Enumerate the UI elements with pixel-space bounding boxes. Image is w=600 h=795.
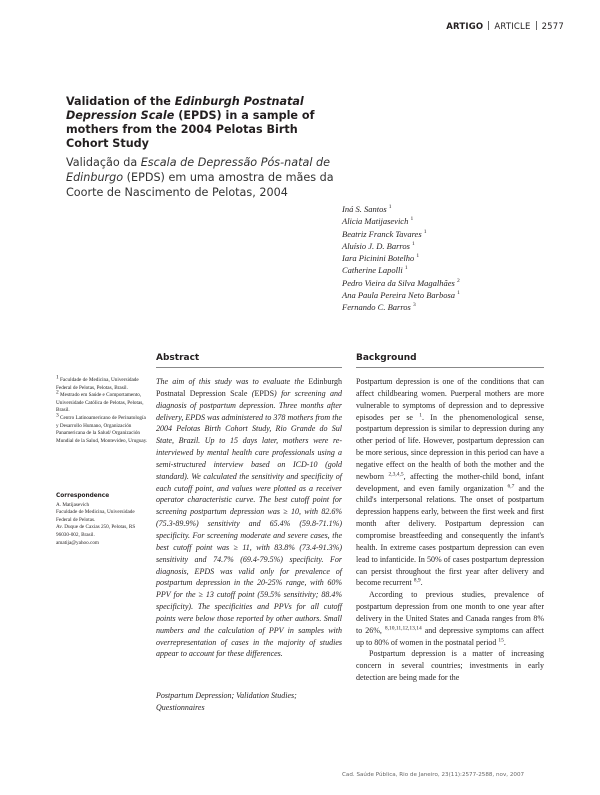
- journal-citation-footer: Cad. Saúde Pública, Rio de Janeiro, 23(11):2577-2588, nov, 2007: [342, 772, 525, 778]
- author: Aluísio J. D. Barros $^1$: [342, 240, 415, 251]
- title-english: Validation of the Edinburgh Postnatal Depression Scale (EPDS) in a sample of mothers from the 2004 Pelotas Birth Cohort Study: [66, 95, 315, 150]
- title-portuguese: Validação da Escala de Depressão Pós-natal de Edinburgo (EPDS) em uma amostra de mães da Coorte de Nascimento de Pelotas, 2004: [66, 156, 334, 199]
- author: Fernando C. Barros $^3$: [342, 302, 416, 313]
- abstract-rule: [156, 367, 342, 368]
- abstract-heading: Abstract: [156, 353, 200, 363]
- affiliation: $^1$ Faculdade de Medicina, Universidade Federal de Pelotas, Pelotas, Brasil.: [56, 374, 139, 391]
- citation-ref: 15: [498, 636, 504, 643]
- citation-ref: 8,10,11,12,13,14: [384, 625, 422, 632]
- author-list: [342, 203, 572, 314]
- author: Beatriz Franck Tavares $^1$: [342, 228, 427, 239]
- author: Catherine Lapolli $^1$: [342, 265, 408, 276]
- header-separator: [536, 21, 537, 30]
- author: Iná S. Santos $^1$: [342, 204, 392, 214]
- affiliation: $^2$ Mestrado em Saúde e Comportamento, Universidade Católica de Pelotas, Pelotas, Brasil.: [56, 389, 144, 414]
- header-label-pt: ARTIGO: [446, 22, 484, 32]
- author: Pedro Vieira da Silva Magalhães $^2$: [342, 277, 460, 288]
- running-header: [446, 21, 564, 32]
- background-paragraph-3: Postpartum depression is a matter of increasing concern in several countries; investments in early detection are being made for the: [356, 649, 544, 683]
- author: Iara Picinini Botelho $^1$: [342, 253, 420, 264]
- background-text: [356, 376, 544, 684]
- citation-ref: 2,3,4,5: [388, 471, 404, 478]
- header-label-en: ARTICLE: [494, 22, 531, 32]
- affiliation: $^3$ Centro Latinoamericano de Perinatología y Desarrollo Humano, Organización Panamericana de la Salud/ Organización Mundial de la Salud, Montevideo, Uruguay.: [56, 412, 148, 444]
- keywords: Postpartum Depression; Validation Studies; Questionnaires: [156, 691, 297, 712]
- citation-ref: 8,9: [413, 577, 421, 584]
- background-rule: [356, 367, 544, 368]
- citation-ref: 6,7: [507, 482, 515, 489]
- correspondence: Correspondence A. Matijasevich Faculdade de Medicina, Universidade Federal de Pelotas. Av. Duque de Caxias 250, Pelotas, RS 96030-002, Brasil. amatija@yahoo.com: [56, 493, 148, 547]
- author: Alicia Matijasevich $^1$: [342, 216, 414, 227]
- abstract-text: The aim of this study was to evaluate the Edinburgh Postnatal Depression Scale (EPDS) for screening and diagnosis of postpartum depression. Three months after delivery, EPDS was administered to 378 mothers from the 2004 Pelotas Birth Cohort Study, Rio Grande do Sul State, Brazil. Up to 15 days later, mothers were re-interviewed by mental health care professionals using a semi-structured interview based on ICD-10 (gold standard). We calculated the sensitivity and specificity of each cutoff point, and values were plotted as a receiver operator characteristic curve. The best cutoff point for screening postpartum depression was ≥ 10, with 82.6% (75.3-89.9%) sensitivity and 65.4% (59.8-71.1%) specificity. For screening moderate and severe cases, the best cutoff point was ≥ 11, with 83.8% (73.4-91.3%) sensitivity and 74.7% (69.4-79.5%) specificity. For diagnosis, EPDS was valid only for prevalence of postpartum depression in the 20-25% range, with 60% PPV for the ≥ 13 cutoff point (59.5% sensitivity; 88.4% specificity). The specificities and PPVs for all cutoff points were below those reported by other authors. Small numbers and the calculation of PPV in samples with overrepresentation of cases in the majority of studies appear to account for these differences.: [156, 377, 342, 659]
- header-separator: [488, 21, 489, 30]
- affiliations: [56, 374, 148, 445]
- citation-ref: 1: [419, 411, 423, 418]
- background-paragraph-1: Postpartum depression is one of the conditions that can affect childbearing women. Puerperal mothers are more vulnerable to symptoms of depression and to depressive episodes per se $^1$. In the phenomenological sense, postpartum depression is similar to depression during any other period of life. However, postpartum depression can be more serious, since depression in this period can have a negative effect on the health of both the mother and the newborn $^{2,3,4,5}$, affecting the mother-child bond, infant development, and even family organization $^{6,7}$ and the child's interpersonal relations. The onset of postpartum depression happens early, between the first week and first month after delivery. Postpartum depression can compromise breastfeeding and consequently the infant's health. In extreme cases postpartum depression can even lead to infanticide. In 50% of cases postpartum depression can persist throughout the first year after delivery and become recurrent $^{8,9}$.: [356, 377, 545, 588]
- background-paragraph-2: According to previous studies, prevalence of postpartum depression from one month to one year after delivery in the United States and Canada ranges from 8% to 26%, $^{8,10,11,12,13,14}$ and depressive symptoms can affect up to 80% of women in the postnatal period $^{15}$.: [356, 590, 545, 647]
- correspondence-heading: Correspondence: [56, 493, 110, 499]
- background-heading: Background: [356, 353, 417, 363]
- author: Ana Paula Pereira Neto Barbosa $^1$: [342, 290, 460, 301]
- correspondence-email: amatija@yahoo.com: [56, 539, 99, 546]
- page-number: 2577: [541, 22, 564, 32]
